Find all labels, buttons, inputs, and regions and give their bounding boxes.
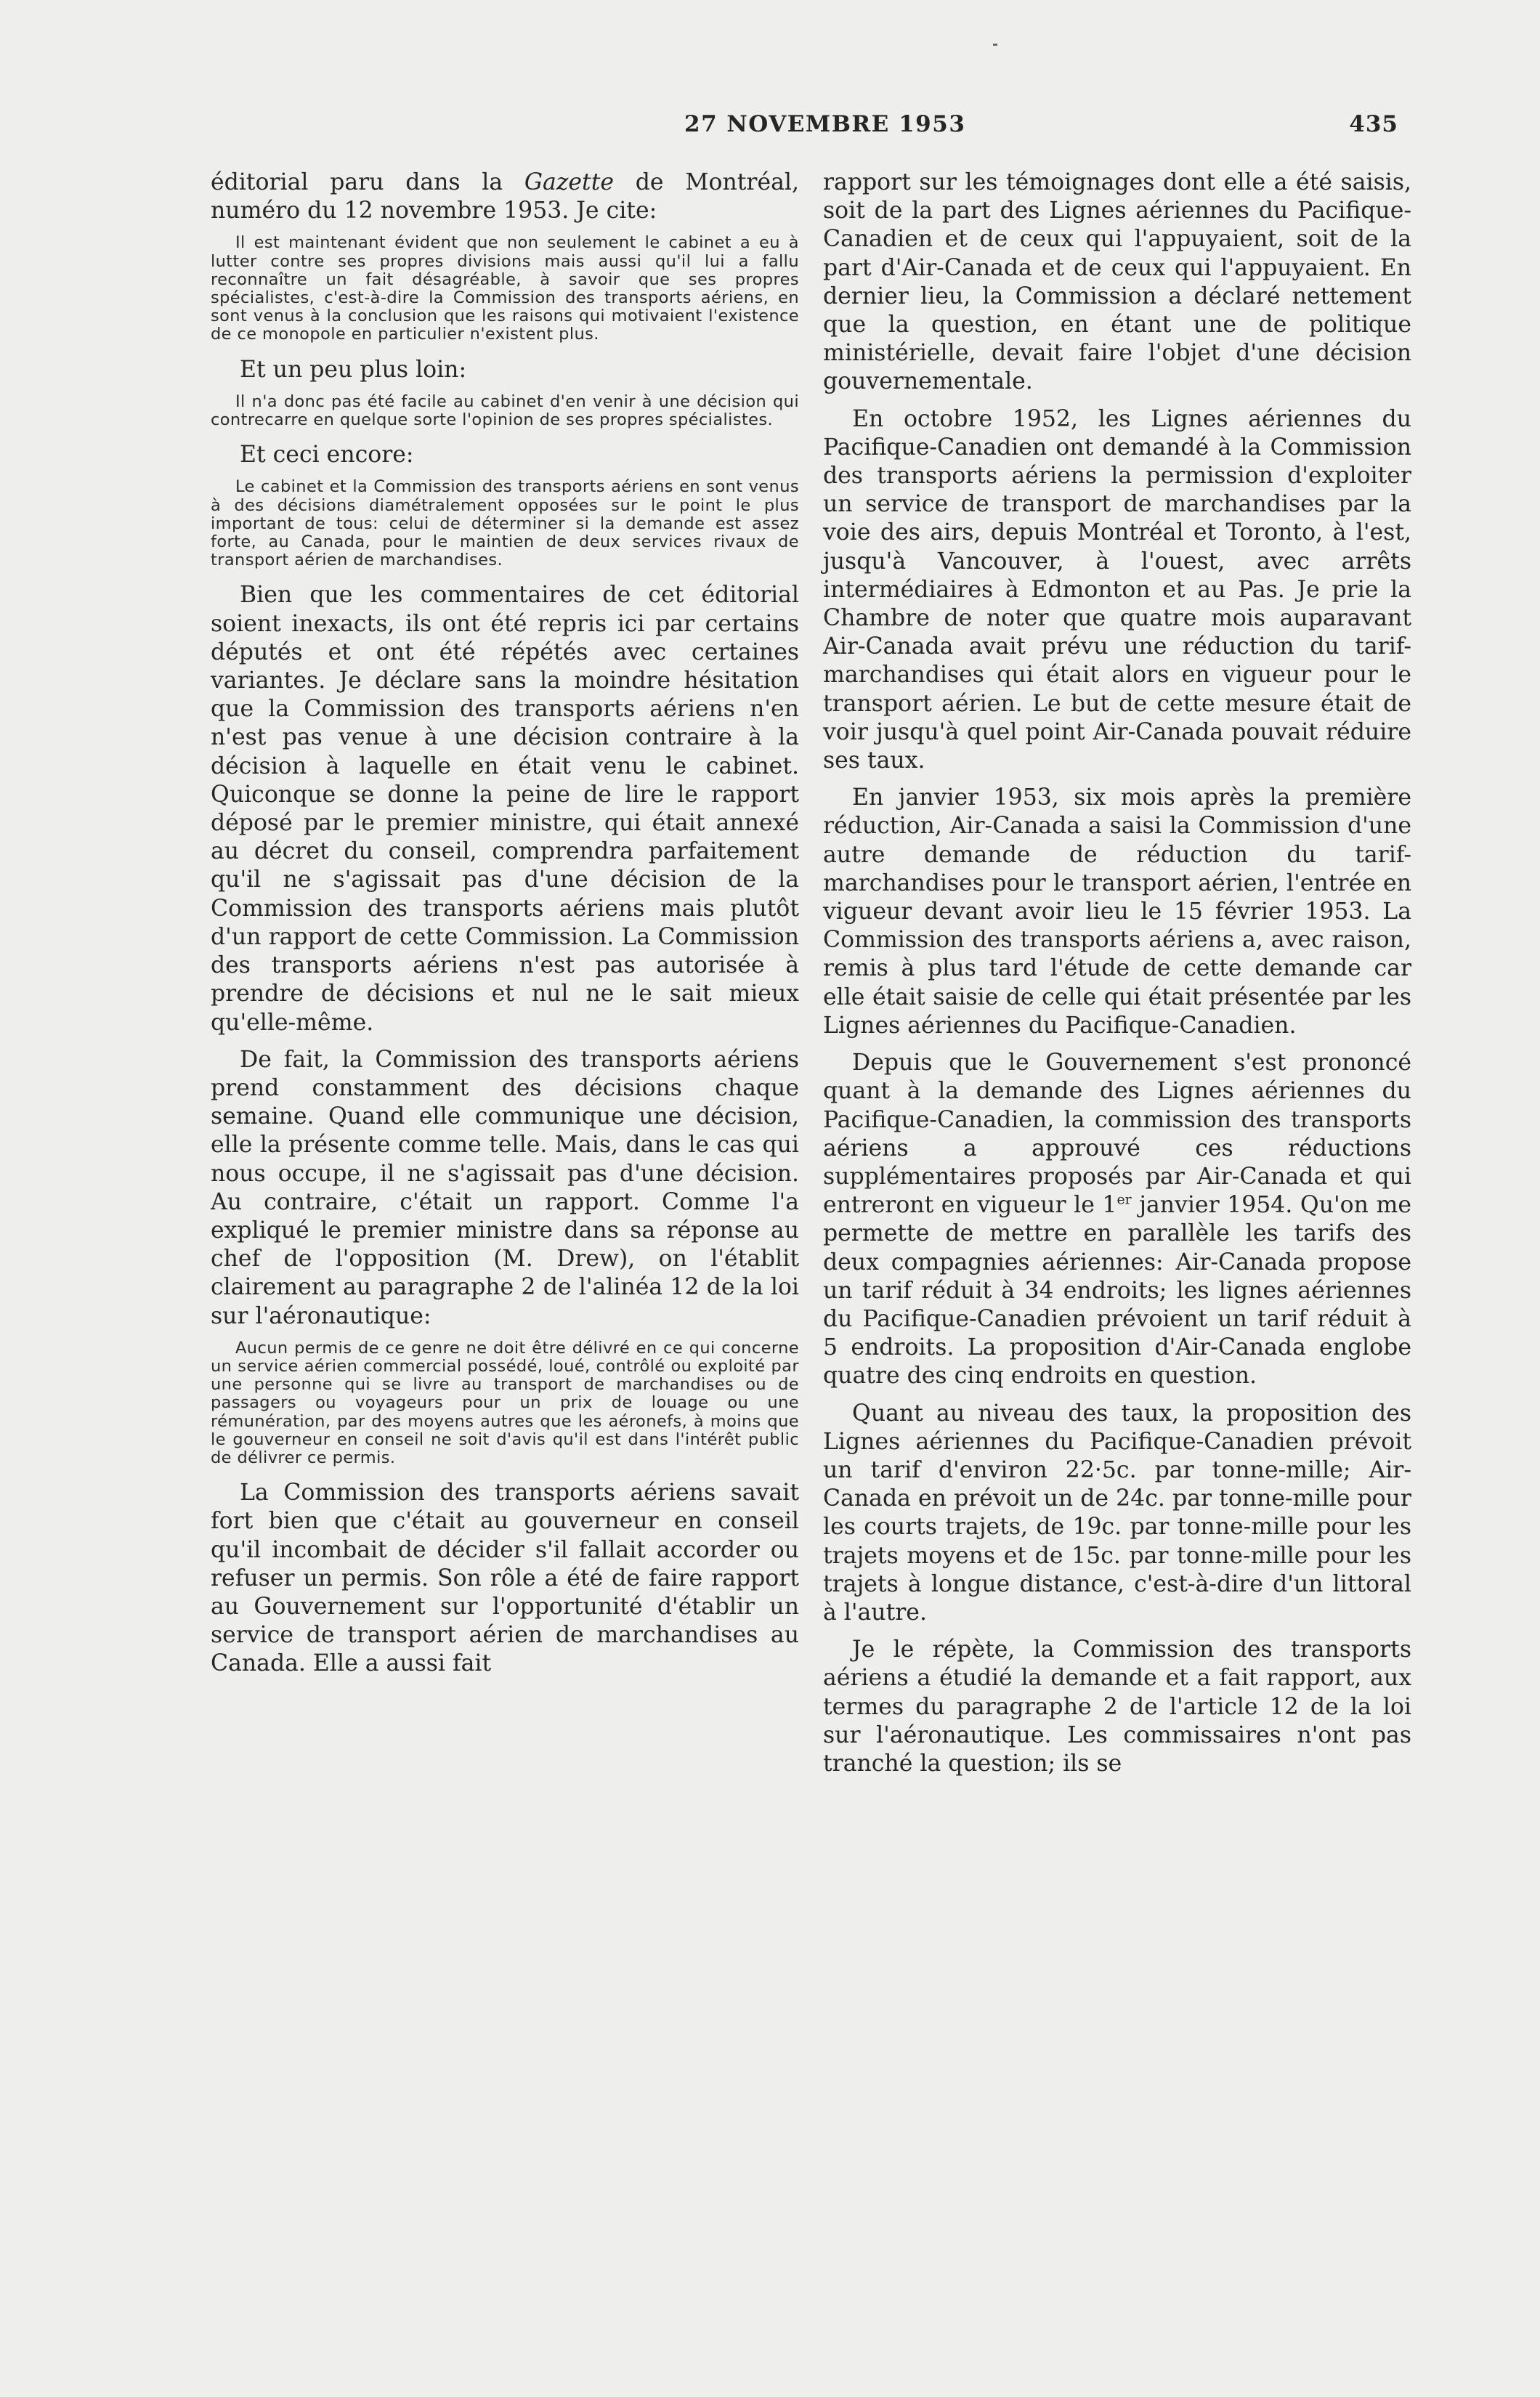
paragraph-1 [211, 169, 799, 225]
paragraph-5: De fait, la Commission des transports aériens prend constamment des décisions chaque semaine. Quand elle communique une décision, elle la présente comme telle. Mais, dans le cas qui nous occupe, il ne s'agissait pas d'une décision. Au contraire, c'était un rapport. Comme l'a expliqué le premier ministre dans sa réponse au chef de l'opposition (M. Drew), on l'établit clairement au paragraphe 2 de l'alinéa 12 de la loi sur l'aéronautique: [211, 1046, 799, 1329]
paragraph-8: En octobre 1952, les Lignes aériennes du Pacifique-Canadien ont demandé à la Commission des transports aériens la permission d'exploiter un service de transport de marchandises par la voie des airs, depuis Montréal et Toronto, à l'est, jusqu'à Vancouver, à l'ouest, avec arrêts intermédiaires à Edmonton et au Pas. Je prie la Chambre de noter que quatre mois auparavant Air-Canada avait prévu une réduction du tarif-marchandises qui était alors en vigueur pour le transport aérien. Le but de cette mesure était de voir jusqu'à quel point Air-Canada pouvait réduire ses taux. [823, 405, 1411, 774]
paragraph-10-start: Depuis que le Gouvernement s'est prononcé quant à la demande des Lignes aériennes du Pacifique-Canadien, la commission des transports aériens a approuvé ces réductions supplémentaires proposés par Air-Canada et qui entreront en vigueur le 1 [823, 1050, 1411, 1219]
right-column [823, 169, 1411, 1787]
paragraph-7: rapport sur les témoignages dont elle a été saisis, soit de la part des Lignes aériennes du Pacifique-Canadien et de ceux qui l'appuyaient, soit de la part d'Air-Canada et de ceux qui l'appuyaient. En dernier lieu, la Commission a déclaré nettement que la question, en étant une de politique ministérielle, devait faire l'objet d'une décision gouvernementale. [823, 169, 1411, 395]
quotation-3: Le cabinet et la Commission des transports aériens en sont venus à des décisions diamétralement opposées sur le point le plus important de tous: celui de déterminer si la demande est assez forte, au Canada, pour le maintien de deux services rivaux de transport aérien de marchandises. [211, 477, 799, 570]
page-number: 435 [1349, 111, 1398, 137]
ordinal-suffix: er [1116, 1191, 1132, 1208]
scan-speck [993, 44, 997, 46]
paragraph-10-end: janvier 1954. Qu'on me permette de mettre en parallèle les tarifs des deux compagnies aériennes: Air-Canada propose un tarif réduit à 34 endroits; les lignes aériennes du Pacifique-Canadien prévoient un tarif réduit à 5 endroits. La proposition d'Air-Canada englobe quatre des cinq endroits en question. [823, 1192, 1411, 1390]
header-date: 27 NOVEMBRE 1953 [684, 111, 966, 137]
paragraph-4: Bien que les commentaires de cet éditorial soient inexacts, ils ont été repris ici par certains députés et ont été répétés avec certaines variantes. Je déclare sans la moindre hésitation que la Commission des transports aériens n'en n'est pas venue à une décision contraire à la décision à laquelle en était venu le cabinet. Quiconque se donne la peine de lire le rapport déposé par le premier ministre, qui était annexé au décret du conseil, comprendra parfaitement qu'il ne s'agissait pas d'une décision de la Commission des transports aériens mais plutôt d'un rapport de cette Commission. La Commission des transports aériens n'est pas autorisée à prendre de décisions et nul ne le sait mieux qu'elle-même. [211, 582, 799, 1036]
paragraph-2: Et un peu plus loin: [240, 356, 467, 383]
running-head [676, 111, 1398, 140]
paragraph-9: En janvier 1953, six mois après la première réduction, Air-Canada a saisi la Commission d'une autre demande de réduction du tarif-marchandises pour le transport aérien, l'entrée en vigueur devant avoir lieu le 15 février 1953. La Commission des transports aériens a, avec raison, remis à plus tard l'étude de cette demande car elle était saisie de celle qui était présentée par les Lignes aériennes du Pacifique-Canadien. [823, 784, 1411, 1039]
left-column [211, 169, 799, 1687]
paragraph-3: Et ceci encore: [240, 442, 414, 469]
quotation-1: Il est maintenant évident que non seulement le cabinet a eu à lutter contre ses propres divisions mais aussi qu'il lui a fallu reconnaître un fait désagréable, à savoir que ses propres spécialistes, c'est-à-dire la Commission des transports aériens, en sont venus à la conclusion que les raisons qui motivaient l'existence de ce monopole en particulier n'existent plus. [211, 233, 799, 344]
paragraph-12: Je le répète, la Commission des transports aériens a étudié la demande et a fait rapport, aux termes du paragraphe 2 de l'article 12 de la loi sur l'aéronautique. Les commissaires n'ont pas tranché la question; ils se [823, 1636, 1411, 1777]
paragraph-6: La Commission des transports aériens savait fort bien que c'était au gouverneur en conseil qu'il incombait de décider s'il fallait accorder ou refuser un permis. Son rôle a été de faire rapport au Gouvernement sur l'opportunité d'établir un service de transport aérien de marchandises au Canada. Elle a aussi fait [211, 1480, 799, 1677]
newspaper-title: Gazette [524, 169, 615, 195]
quotation-2: Il n'a donc pas été facile au cabinet d'en venir à une décision qui contrecarre en quelque sorte l'opinion de ses propres spécialistes. [211, 392, 799, 430]
quotation-4: Aucun permis de ce genre ne doit être délivré en ce qui concerne un service aérien commercial possédé, loué, contrôlé ou exploité par une personne qui se livre au transport de marchandises ou de passagers ou voyageurs pour un prix de louage ou une rémunération, par des moyens autres que les aéronefs, à moins que le gouverneur en conseil ne soit d'avis qu'il est dans l'intérêt public de délivrer ce permis. [211, 1338, 799, 1467]
paragraph-1-end: de Montréal, numéro du 12 novembre 1953. Je cite: [211, 169, 799, 224]
paragraph-1-start: éditorial paru dans la [211, 169, 524, 195]
paragraph-10 [823, 1049, 1411, 1390]
paragraph-11: Quant au niveau des taux, la proposition des Lignes aériennes du Pacifique-Canadien prévoit un tarif d'environ 22·5c. par tonne-mille; Air-Canada en prévoit un de 24c. par tonne-mille pour les courts trajets, de 19c. par tonne-mille pour les trajets moyens et de 15c. par tonne-mille pour les trajets à longue distance, c'est-à-dire d'un littoral à l'autre. [823, 1400, 1411, 1626]
